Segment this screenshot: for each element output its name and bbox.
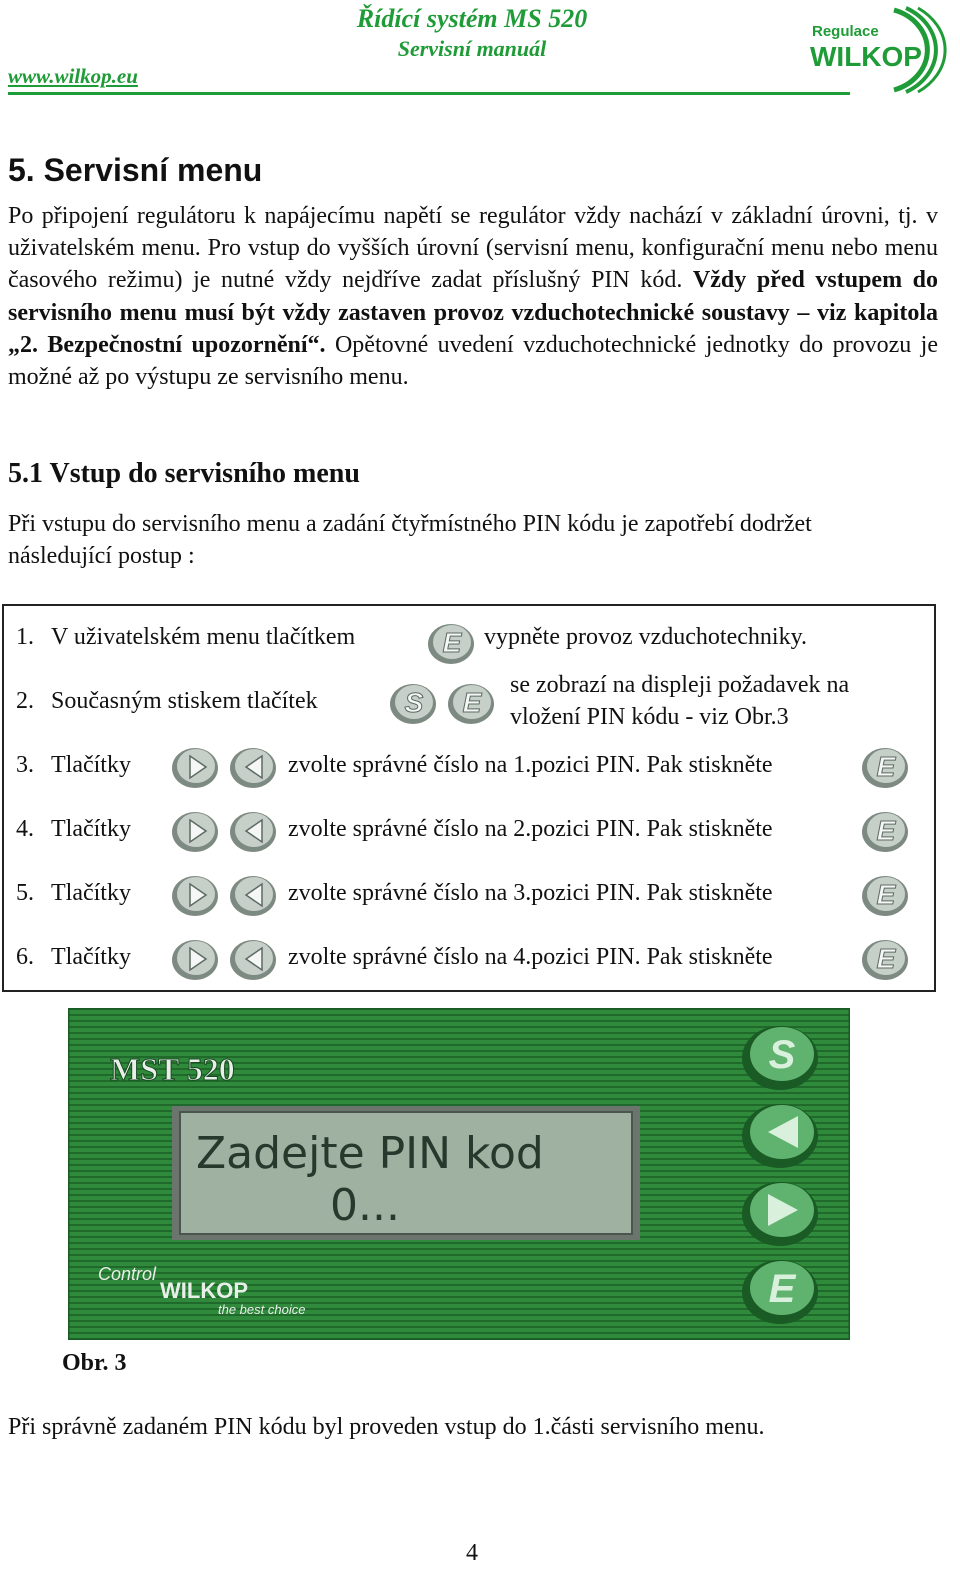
panel-left-arrow-icon	[742, 1104, 818, 1168]
e-button-icon	[860, 744, 910, 790]
svg-text:E: E	[876, 815, 896, 846]
e-button-icon	[860, 872, 910, 918]
display-line-1: Zadejte PIN kod	[196, 1128, 544, 1179]
right-arrow-button-icon	[170, 872, 220, 918]
panel-right-arrow-icon	[742, 1182, 818, 1246]
section-heading: 5. Servisní menu	[8, 152, 263, 188]
s-button-icon	[388, 680, 438, 726]
logo-text-top: Regulace	[812, 23, 879, 40]
step-5-text: Tlačítky	[51, 880, 131, 906]
svg-text:E: E	[876, 751, 896, 782]
device-model: MST 520	[110, 1051, 235, 1087]
logo-text-main: WILKOP	[810, 41, 922, 72]
steps-box	[2, 604, 936, 992]
svg-text:E: E	[768, 1267, 796, 1311]
website-link[interactable]: www.wilkop.eu	[8, 64, 138, 88]
step-1-number: 1.	[16, 624, 34, 650]
right-arrow-button-icon	[170, 808, 220, 854]
closing-text: Při správně zadaném PIN kódu byl proveden vstup do 1.části servisního menu.	[8, 1414, 765, 1440]
step-1-text: V uživatelském menu tlačítkem	[51, 624, 356, 650]
step-3-text: Tlačítky	[51, 752, 131, 778]
e-button-icon	[446, 680, 496, 726]
right-arrow-button-icon	[170, 744, 220, 790]
step-2-action-line2: vložení PIN kódu - viz Obr.3	[510, 704, 789, 730]
svg-text:E: E	[876, 943, 896, 974]
step-6-text: Tlačítky	[51, 944, 131, 970]
step-1-action: vypněte provoz vzduchotechniky.	[484, 624, 808, 650]
intro-warning: Vždy před vstupem do servisního menu musí být vždy zastaven provoz vzduchotechnické soustavy – viz kapitola „2. Bezpečnostní upozornění“.	[8, 267, 939, 358]
panel-s-button-icon	[742, 1026, 818, 1090]
step-4-text: Tlačítky	[51, 816, 131, 842]
brand-slogan: the best choice	[218, 1302, 306, 1317]
svg-text:S: S	[768, 1033, 796, 1077]
intro-text-2: Opětovné uvedení vzduchotechnické jednotky do provozu je možné až po výstupu ze servisního menu.	[8, 331, 938, 391]
step-6-action: zvolte správné číslo na 4.pozici PIN. Pak stiskněte	[288, 944, 773, 970]
figure-caption: Obr. 3	[62, 1350, 127, 1376]
subsection-text: Při vstupu do servisního menu a zadání čtyřmístného PIN kódu je zapotřebí dodržet následující postup :	[8, 511, 812, 570]
svg-text:E: E	[876, 879, 896, 910]
step-3-action: zvolte správné číslo na 1.pozici PIN. Pak stiskněte	[288, 752, 773, 778]
left-arrow-button-icon	[228, 936, 278, 982]
subsection-heading: 5.1 Vstup do servisního menu	[8, 458, 360, 489]
svg-text:E: E	[462, 687, 482, 718]
controller-panel-image	[68, 1008, 850, 1340]
document-title: Řídící systém MS 520	[356, 4, 588, 33]
document-subtitle: Servisní manuál	[397, 36, 547, 61]
display-line-2: 0...	[330, 1180, 400, 1231]
brand-name: WILKOP	[160, 1278, 248, 1303]
right-arrow-button-icon	[170, 936, 220, 982]
step-5-number: 5.	[16, 880, 34, 906]
step-2-text: Současným stiskem tlačítek	[51, 688, 318, 714]
step-6-number: 6.	[16, 944, 34, 970]
left-arrow-button-icon	[228, 872, 278, 918]
step-4-action: zvolte správné číslo na 2.pozici PIN. Pak stiskněte	[288, 816, 773, 842]
e-button-icon	[860, 936, 910, 982]
step-5-action: zvolte správné číslo na 3.pozici PIN. Pak stiskněte	[288, 880, 773, 906]
left-arrow-button-icon	[228, 744, 278, 790]
brand-control: Control	[98, 1264, 157, 1284]
panel-e-button-icon	[742, 1260, 818, 1324]
wilkop-logo	[806, 4, 954, 96]
intro-text-1: Po připojení regulátoru k napájecímu napětí se regulátor vždy nachází v základní úrovni, tj. v uživatelském menu. Pro vstup do vyšších úrovní (servisní menu, konfigurační menu nebo menu časového režimu) je nutné vždy nejdříve zadat příslušný PIN kód.	[8, 203, 938, 294]
svg-text:E: E	[442, 627, 462, 658]
step-2-number: 2.	[16, 688, 34, 714]
header-divider	[8, 92, 850, 95]
left-arrow-button-icon	[228, 808, 278, 854]
e-button-icon	[426, 620, 476, 666]
svg-text:S: S	[404, 687, 424, 718]
step-2-action-line1: se zobrazí na displeji požadavek na	[510, 672, 850, 698]
step-3-number: 3.	[16, 752, 34, 778]
e-button-icon	[860, 808, 910, 854]
intro-paragraph	[8, 200, 938, 393]
step-4-number: 4.	[16, 816, 34, 842]
page-number: 4	[466, 1540, 478, 1566]
